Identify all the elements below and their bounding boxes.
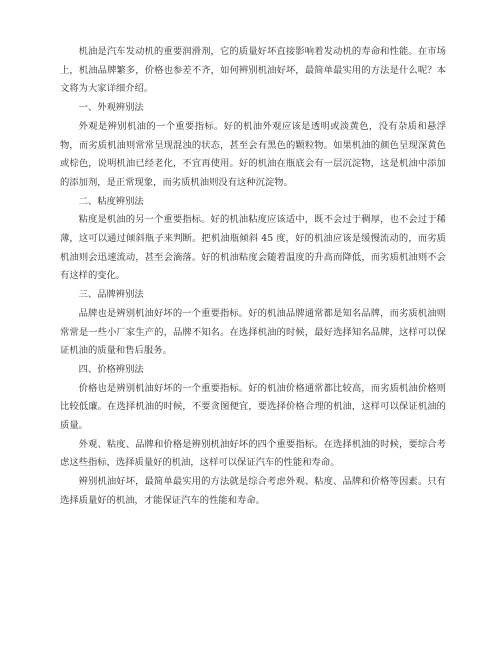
- section-heading-price: 四、价格辨别法: [78, 363, 144, 375]
- section-body-viscosity: 粘度是机油的另一个重要指标。好的机油粘度应该适中，既不会过于稠厚，也不会过于稀薄，这可以通过倾斜瓶子来判断。把机油瓶倾斜 45 度，好的机油应该是缓慢流动的，而劣质机油则会迅速流动，甚至会滴落。好的机油粘度会随着温度的升高而降低，而劣质机油则不会有这样的变化。: [60, 214, 446, 282]
- section-heading-appearance: 一、外观辨别法: [78, 102, 144, 114]
- summary-paragraph: 外观、粘度、品牌和价格是辨别机油好坏的四个重要指标。在选择机油的时候，要综合考虑这些指标，选择质量好的机油，这样可以保证汽车的性能和寿命。: [60, 438, 446, 469]
- section-body-price: 价格也是辨别机油好坏的一个重要指标。好的机油价格通常都比较高，而劣质机油价格则比较低廉。在选择机油的时候，不要贪图便宜，要选择价格合理的机油，这样可以保证机油的质量。: [60, 382, 446, 432]
- document-page: [60, 43, 446, 511]
- section-body-brand: 品牌也是辨别机油好坏的一个重要指标。好的机油品牌通常都是知名品牌，而劣质机油则常常是一些小厂家生产的，品牌不知名。在选择机油的时候，最好选择知名品牌，这样可以保证机油的质量和售后服务。: [60, 307, 446, 357]
- section-heading-viscosity: 二、粘度辨别法: [78, 195, 144, 207]
- conclusion-paragraph: 辨别机油好坏，最简单最实用的方法就是综合考虑外观、粘度、品牌和价格等因素。只有选择质量好的机油，才能保证汽车的性能和寿命。: [60, 476, 446, 506]
- section-body-appearance: 外观是辨别机油的一个重要指标。好的机油外观应该是透明或淡黄色，没有杂质和悬浮物，而劣质机油则常常呈现混浊的状态，甚至会有黑色的颗粒物。如果机油的颜色呈现深黄色或棕色，说明机油已经老化，不宜再使用。好的机油在瓶底会有一层沉淀物，这是机油中添加的添加剂，是正常现象，而劣质机油则没有这种沉淀物。: [60, 120, 446, 188]
- intro-paragraph: 机油是汽车发动机的重要润滑剂，它的质量好坏直接影响着发动机的寿命和性能。在市场上，机油品牌繁多，价格也参差不齐，如何辨别机油好坏，最简单最实用的方法是什么呢？本文将为大家详细介绍。: [60, 46, 446, 95]
- section-heading-brand: 三、品牌辨别法: [78, 289, 144, 301]
